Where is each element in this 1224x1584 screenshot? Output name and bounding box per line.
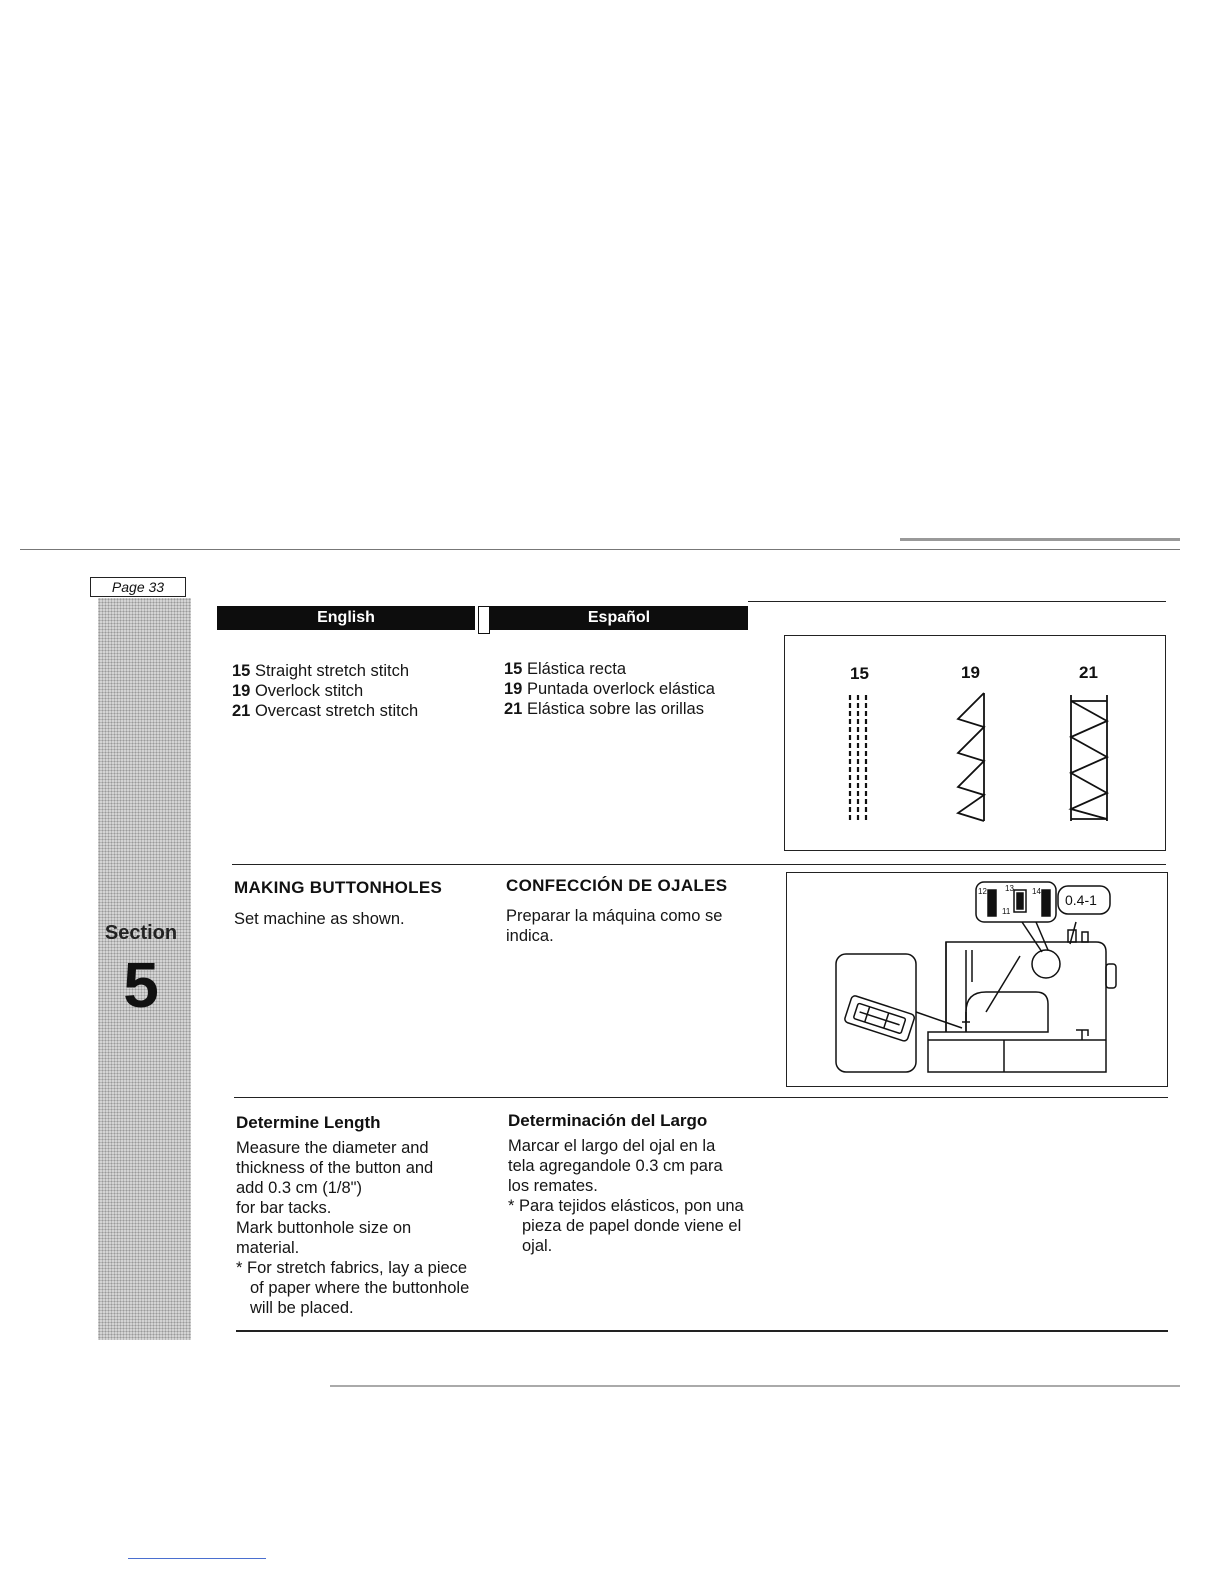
stitch-list-spanish bbox=[504, 659, 774, 719]
length-text-english: Measure the diameter and thickness of the button and add 0.3 cm (1/8") for bar tacks. Mark buttonhole size on material. * For stretch fabrics, lay a piece of paper where the buttonhole will be placed. bbox=[236, 1139, 470, 1317]
spanish-header: Español bbox=[490, 606, 748, 630]
length-heading-english: Determine Length bbox=[236, 1113, 381, 1132]
section-number: 5 bbox=[123, 949, 159, 1021]
length-heading-spanish: Determinación del Largo bbox=[508, 1111, 708, 1130]
buttonhole-text-english: Set machine as shown. bbox=[234, 910, 405, 928]
presser-foot-inset bbox=[836, 954, 916, 1072]
scan-artifact-line bbox=[330, 1385, 1180, 1387]
stitch-list-english bbox=[232, 661, 492, 721]
dial-number: 11 bbox=[1002, 907, 1011, 916]
header-rule bbox=[748, 601, 1166, 602]
page-number-box: Page 33 bbox=[90, 577, 186, 597]
stitch-label-21: 21 bbox=[1079, 663, 1098, 682]
list-item: 19 Overlock stitch bbox=[232, 682, 364, 700]
sewing-machine-diagram bbox=[786, 872, 1168, 1088]
stitch-15-drawing bbox=[850, 695, 866, 821]
section-rule bbox=[236, 1330, 1168, 1332]
section-label: Section bbox=[104, 922, 178, 944]
list-item: 21 Overcast stretch stitch bbox=[232, 702, 419, 720]
header-separator bbox=[478, 606, 490, 634]
scan-artifact-line bbox=[900, 538, 1180, 541]
list-item: 19 Puntada overlock elástica bbox=[504, 680, 715, 698]
english-header: English bbox=[217, 606, 475, 630]
scan-artifact-line bbox=[20, 549, 1180, 550]
list-item: 15 Elástica recta bbox=[504, 660, 626, 678]
buttonhole-heading-english: MAKING BUTTONHOLES bbox=[234, 878, 443, 897]
dial-number: 13 bbox=[1005, 884, 1014, 893]
stitch-label-19: 19 bbox=[961, 663, 980, 682]
dial-number: 14 bbox=[1032, 887, 1041, 896]
list-item: 21 Elástica sobre las orillas bbox=[504, 700, 704, 718]
stitch-label-15: 15 bbox=[850, 664, 869, 683]
section-rule bbox=[234, 1097, 1168, 1098]
dial-number: 12 bbox=[978, 887, 987, 896]
stitch-diagrams bbox=[784, 635, 1166, 851]
scan-artifact-line bbox=[128, 1558, 266, 1559]
stitch-21-drawing bbox=[1071, 695, 1107, 821]
pattern-dial bbox=[1032, 950, 1060, 978]
length-setting-label: 0.4-1 bbox=[1065, 892, 1097, 908]
buttonhole-text-spanish: Preparar la máquina como se indica. bbox=[506, 907, 723, 945]
section-rule bbox=[232, 864, 1166, 865]
stitch-19-drawing bbox=[958, 693, 984, 821]
length-text-spanish: Marcar el largo del ojal en la tela agregandole 0.3 cm para los remates. * Para tejidos elásticos, pon una pieza de papel donde viene el ojal. bbox=[508, 1137, 744, 1255]
buttonhole-heading-spanish: CONFECCIÓN DE OJALES bbox=[506, 876, 728, 895]
list-item: 15 Straight stretch stitch bbox=[232, 662, 410, 680]
